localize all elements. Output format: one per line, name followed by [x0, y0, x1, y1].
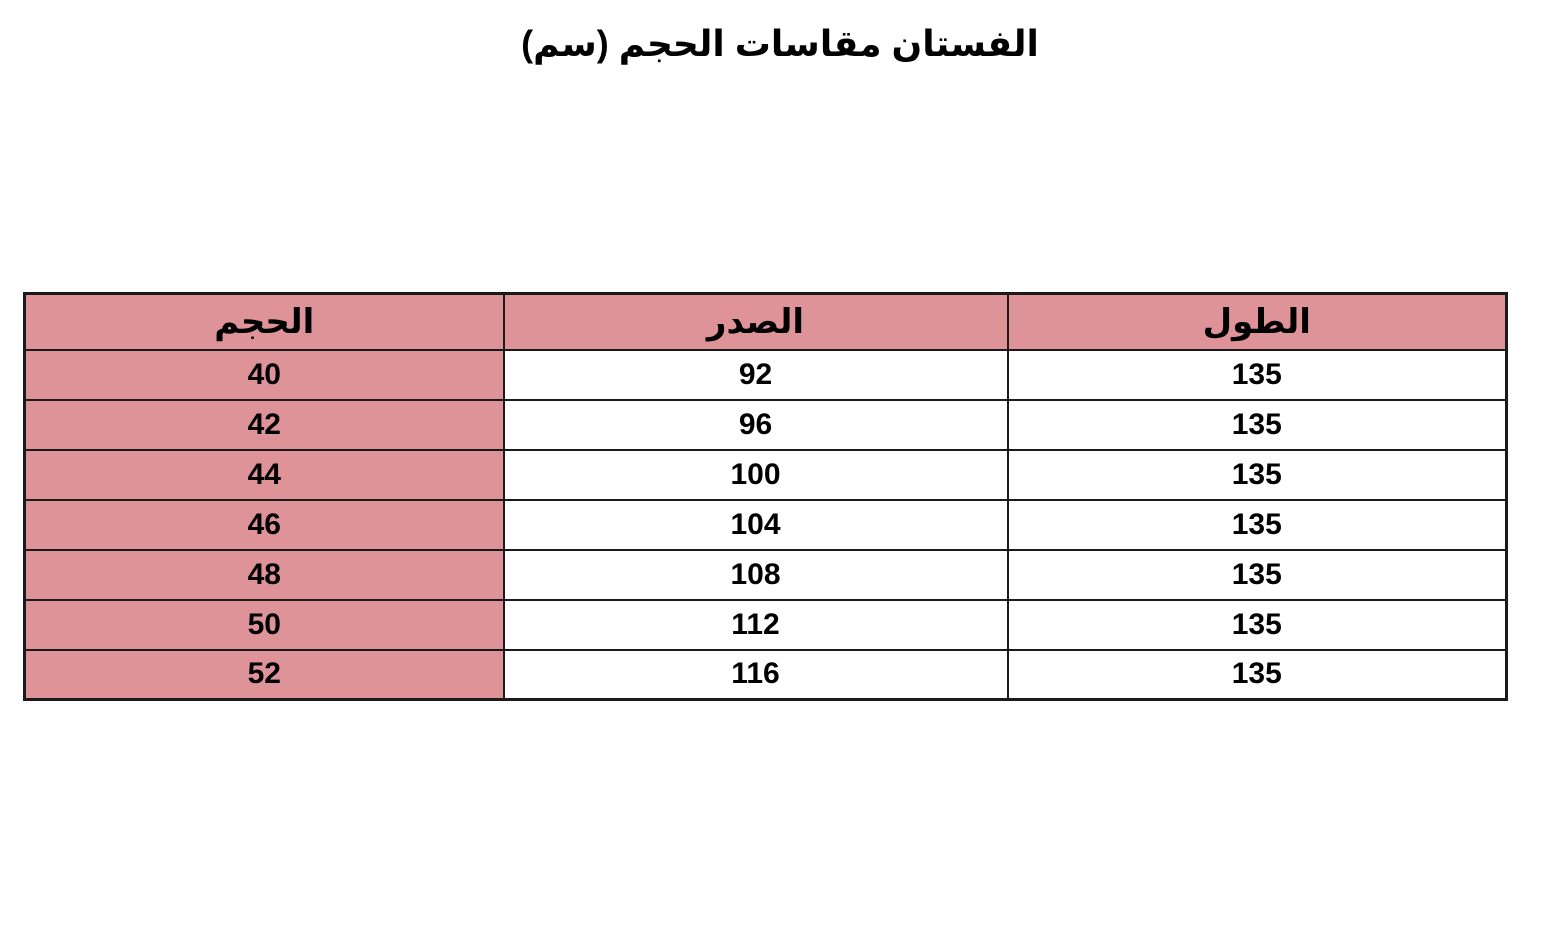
- cell-chest: 100: [504, 450, 1008, 500]
- column-header-size: الحجم: [25, 294, 504, 350]
- cell-chest: 116: [504, 650, 1008, 700]
- cell-chest: 112: [504, 600, 1008, 650]
- page-title: الفستان مقاسات الحجم (سم): [521, 23, 1039, 64]
- cell-size: 50: [25, 600, 504, 650]
- table-row: [25, 550, 1507, 600]
- cell-length: 135: [1008, 400, 1507, 450]
- table-row: [25, 650, 1507, 700]
- cell-length: 135: [1008, 350, 1507, 400]
- cell-chest: 108: [504, 550, 1008, 600]
- cell-length: 135: [1008, 550, 1507, 600]
- table-row: [25, 450, 1507, 500]
- cell-size: 48: [25, 550, 504, 600]
- size-chart-table: [23, 292, 1508, 701]
- cell-length: 135: [1008, 650, 1507, 700]
- table-row: [25, 350, 1507, 400]
- cell-length: 135: [1008, 600, 1507, 650]
- size-chart-container: [26, 292, 1508, 701]
- table-header-row: [25, 294, 1507, 350]
- cell-chest: 92: [504, 350, 1008, 400]
- cell-chest: 96: [504, 400, 1008, 450]
- cell-size: 52: [25, 650, 504, 700]
- cell-size: 40: [25, 350, 504, 400]
- table-row: [25, 500, 1507, 550]
- table-row: [25, 400, 1507, 450]
- column-header-chest: الصدر: [504, 294, 1008, 350]
- cell-length: 135: [1008, 500, 1507, 550]
- table-row: [25, 600, 1507, 650]
- column-header-length: الطول: [1008, 294, 1507, 350]
- cell-length: 135: [1008, 450, 1507, 500]
- cell-size: 42: [25, 400, 504, 450]
- cell-chest: 104: [504, 500, 1008, 550]
- cell-size: 46: [25, 500, 504, 550]
- cell-size: 44: [25, 450, 504, 500]
